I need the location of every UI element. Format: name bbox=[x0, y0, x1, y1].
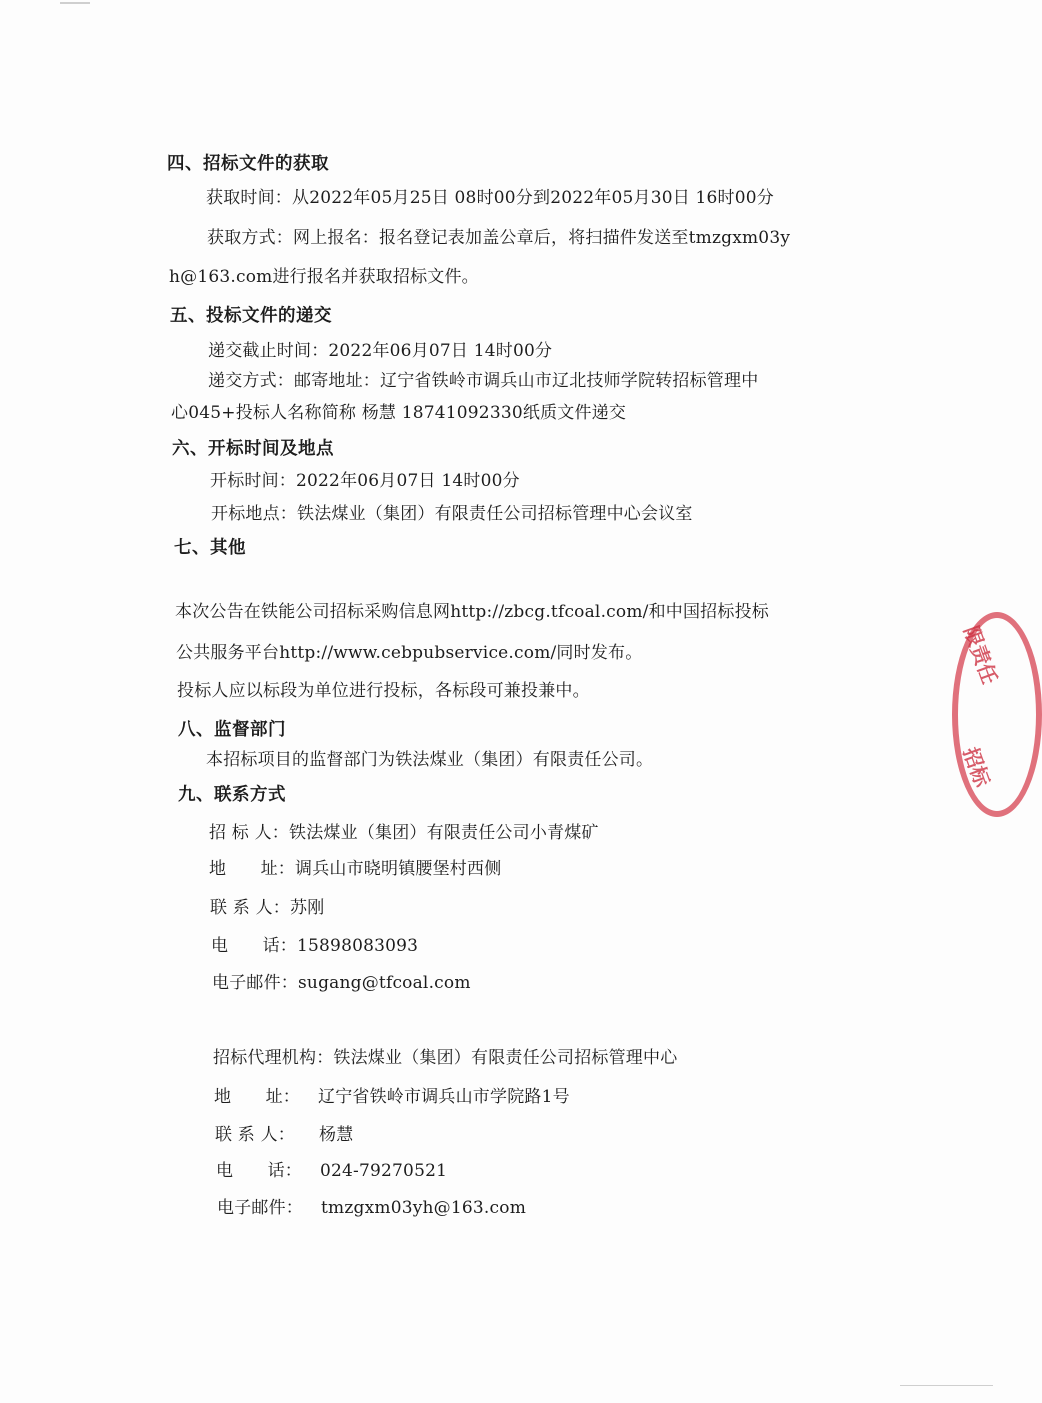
agency-address-label: 地 址： bbox=[214, 1087, 300, 1107]
stamp-text-lower: 招标 bbox=[958, 744, 995, 790]
agency-address-value: 辽宁省铁岭市调兵山市学院路1号 bbox=[318, 1087, 570, 1107]
tenderer-value: 铁法煤业（集团）有限责任公司小青煤矿 bbox=[289, 823, 599, 843]
section-4-method-line-1: 获取方式：网上报名：报名登记表加盖公章后，将扫描件发送至tmzgxm03y bbox=[207, 228, 791, 248]
agency-row-phone bbox=[216, 1160, 447, 1182]
contact-row-email bbox=[212, 972, 471, 994]
agency-row-contact bbox=[215, 1124, 353, 1146]
phone-value: 15898083093 bbox=[297, 936, 419, 956]
scan-artifact-bottom bbox=[900, 1385, 993, 1386]
contact-row-contact bbox=[210, 897, 324, 919]
section-5-title: 五、投标文件的递交 bbox=[170, 306, 332, 326]
agency-contact-value: 杨慧 bbox=[319, 1125, 354, 1145]
section-6-place: 开标地点：铁法煤业（集团）有限责任公司招标管理中心会议室 bbox=[211, 504, 693, 524]
section-7-paragraph-3: 投标人应以标段为单位进行投标，各标段可兼投兼中。 bbox=[177, 681, 590, 701]
contact-row-phone bbox=[211, 935, 418, 957]
section-5-method-line-2: 心045+投标人名称简称 杨慧 18741092330纸质文件递交 bbox=[171, 403, 627, 423]
email-value[interactable]: sugang@tfcoal.com bbox=[298, 973, 471, 993]
address-label: 地 址： bbox=[209, 859, 295, 879]
agency-value: 铁法煤业（集团）有限责任公司招标管理中心 bbox=[333, 1048, 678, 1068]
stamp-text-upper: 限责任 bbox=[959, 622, 1003, 688]
section-7-title: 七、其他 bbox=[174, 538, 246, 558]
section-7-paragraph-1: 本次公告在铁能公司招标采购信息网http://zbcg.tfcoal.com/和中国招标投标 bbox=[175, 602, 769, 622]
agency-email-value[interactable]: tmzgxm03yh@163.com bbox=[321, 1198, 527, 1218]
section-4-method-line-2: h@163.com进行报名并获取招标文件。 bbox=[169, 267, 479, 287]
section-5-method-line-1: 递交方式：邮寄地址：辽宁省铁岭市调兵山市辽北技师学院转招标管理中 bbox=[208, 371, 759, 391]
section-4-time: 获取时间：从2022年05月25日 08时00分到2022年05月30日 16时00分 bbox=[206, 188, 774, 208]
section-8-text: 本招标项目的监督部门为铁法煤业（集团）有限责任公司。 bbox=[206, 750, 654, 770]
email-label: 电子邮件： bbox=[212, 973, 298, 993]
section-7-paragraph-2: 公共服务平台http://www.cebpubservice.com/同时发布。 bbox=[176, 643, 643, 663]
agency-email-label: 电子邮件： bbox=[217, 1198, 303, 1218]
contact-value: 苏刚 bbox=[290, 898, 325, 918]
section-6-time: 开标时间：2022年06月07日 14时00分 bbox=[210, 471, 520, 491]
agency-contact-label: 联 系 人： bbox=[215, 1125, 296, 1145]
section-9-title: 九、联系方式 bbox=[178, 785, 286, 805]
agency-phone-label: 电 话： bbox=[216, 1161, 302, 1181]
agency-row-address bbox=[214, 1086, 570, 1108]
phone-label: 电 话： bbox=[211, 936, 297, 956]
section-4-title: 四、招标文件的获取 bbox=[167, 154, 329, 174]
section-6-title: 六、开标时间及地点 bbox=[172, 439, 334, 459]
scan-artifact bbox=[60, 2, 90, 4]
contact-row-tenderer bbox=[209, 822, 599, 844]
section-8-title: 八、监督部门 bbox=[178, 720, 286, 740]
agency-phone-value: 024-79270521 bbox=[320, 1161, 448, 1181]
tenderer-label: 招 标 人： bbox=[209, 823, 290, 843]
contact-row-address bbox=[209, 858, 501, 880]
address-value: 调兵山市晓明镇腰堡村西侧 bbox=[295, 859, 502, 879]
agency-row-name bbox=[213, 1047, 677, 1069]
agency-row-email bbox=[217, 1197, 526, 1219]
section-5-deadline: 递交截止时间：2022年06月07日 14时00分 bbox=[208, 341, 553, 361]
agency-label: 招标代理机构： bbox=[213, 1048, 334, 1068]
contact-label: 联 系 人： bbox=[210, 898, 291, 918]
